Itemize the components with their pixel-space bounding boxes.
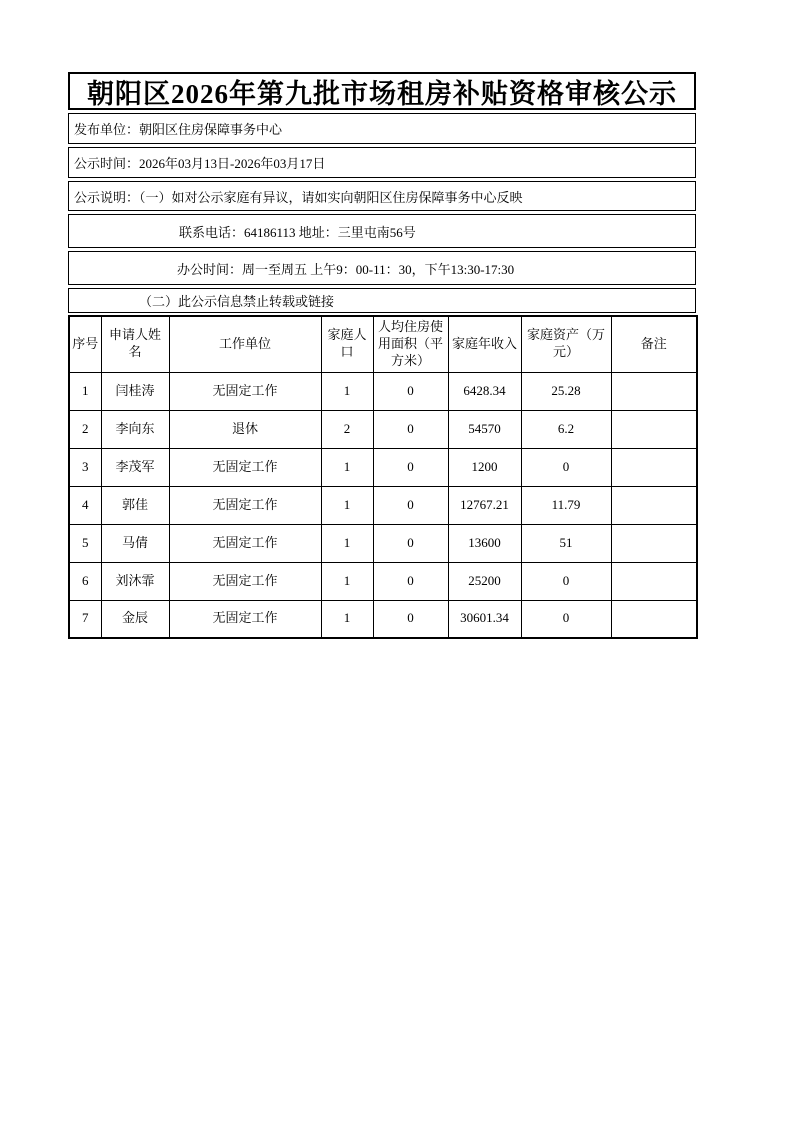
- cell-family-size: 1: [321, 486, 373, 524]
- cell-annual-income: 25200: [448, 562, 521, 600]
- cell-per-capita-area: 0: [373, 486, 448, 524]
- cell-family-size: 2: [321, 410, 373, 448]
- cell-annual-income: 6428.34: [448, 372, 521, 410]
- cell-seq: 1: [69, 372, 101, 410]
- cell-family-size: 1: [321, 372, 373, 410]
- cell-family-assets: 0: [521, 448, 611, 486]
- cell-applicant-name: 刘沐霏: [101, 562, 169, 600]
- cell-applicant-name: 郭佳: [101, 486, 169, 524]
- cell-applicant-name: 李向东: [101, 410, 169, 448]
- cell-seq: 2: [69, 410, 101, 448]
- cell-applicant-name: 金辰: [101, 600, 169, 638]
- cell-annual-income: 30601.34: [448, 600, 521, 638]
- cell-applicant-name: 李茂军: [101, 448, 169, 486]
- cell-remark: [611, 372, 697, 410]
- cell-seq: 3: [69, 448, 101, 486]
- col-header-applicant-name: 申请人姓名: [101, 316, 169, 372]
- publisher-row: 发布单位：朝阳区住房保障事务中心: [68, 113, 696, 144]
- cell-annual-income: 13600: [448, 524, 521, 562]
- col-header-remark: 备注: [611, 316, 697, 372]
- cell-annual-income: 12767.21: [448, 486, 521, 524]
- table-row: [69, 600, 697, 638]
- cell-applicant-name: 马倩: [101, 524, 169, 562]
- table-row: [69, 486, 697, 524]
- cell-employer: 无固定工作: [169, 562, 321, 600]
- announcement-document: [68, 72, 696, 639]
- contact-row: 联系电话：64186113 地址：三里屯南56号: [68, 214, 696, 248]
- cell-family-assets: 11.79: [521, 486, 611, 524]
- col-header-family-assets: 家庭资产（万元）: [521, 316, 611, 372]
- col-header-employer: 工作单位: [169, 316, 321, 372]
- cell-remark: [611, 562, 697, 600]
- cell-remark: [611, 524, 697, 562]
- cell-family-assets: 25.28: [521, 372, 611, 410]
- cell-employer: 无固定工作: [169, 600, 321, 638]
- cell-family-size: 1: [321, 562, 373, 600]
- document-title: 朝阳区2026年第九批市场租房补贴资格审核公示: [68, 72, 696, 110]
- hours-row: 办公时间：周一至周五 上午9：00-11：30，下午13:30-17:30: [68, 251, 696, 285]
- cell-family-assets: 51: [521, 524, 611, 562]
- cell-applicant-name: 闫桂涛: [101, 372, 169, 410]
- cell-family-size: 1: [321, 600, 373, 638]
- cell-remark: [611, 410, 697, 448]
- cell-remark: [611, 448, 697, 486]
- table-header-row: [69, 316, 697, 372]
- cell-per-capita-area: 0: [373, 372, 448, 410]
- cell-per-capita-area: 0: [373, 448, 448, 486]
- cell-per-capita-area: 0: [373, 562, 448, 600]
- cell-per-capita-area: 0: [373, 524, 448, 562]
- col-header-family-size: 家庭人口: [321, 316, 373, 372]
- cell-family-assets: 6.2: [521, 410, 611, 448]
- cell-seq: 6: [69, 562, 101, 600]
- cell-employer: 无固定工作: [169, 372, 321, 410]
- cell-employer: 无固定工作: [169, 524, 321, 562]
- cell-family-assets: 0: [521, 600, 611, 638]
- table-row: [69, 410, 697, 448]
- col-header-per-capita-area: 人均住房使用面积（平方米）: [373, 316, 448, 372]
- cell-family-size: 1: [321, 524, 373, 562]
- table-row: [69, 524, 697, 562]
- cell-family-assets: 0: [521, 562, 611, 600]
- cell-seq: 4: [69, 486, 101, 524]
- table-row: [69, 562, 697, 600]
- note2-row: （二）此公示信息禁止转载或链接: [68, 288, 696, 313]
- col-header-annual-income: 家庭年收入: [448, 316, 521, 372]
- cell-annual-income: 54570: [448, 410, 521, 448]
- cell-employer: 无固定工作: [169, 486, 321, 524]
- col-header-seq: 序号: [69, 316, 101, 372]
- table-row: [69, 448, 697, 486]
- cell-employer: 无固定工作: [169, 448, 321, 486]
- cell-seq: 5: [69, 524, 101, 562]
- cell-remark: [611, 486, 697, 524]
- applicants-table: [68, 315, 698, 639]
- cell-per-capita-area: 0: [373, 410, 448, 448]
- period-row: 公示时间：2026年03月13日-2026年03月17日: [68, 147, 696, 178]
- cell-seq: 7: [69, 600, 101, 638]
- cell-annual-income: 1200: [448, 448, 521, 486]
- cell-family-size: 1: [321, 448, 373, 486]
- cell-per-capita-area: 0: [373, 600, 448, 638]
- note1-row: 公示说明：（一）如对公示家庭有异议，请如实向朝阳区住房保障事务中心反映: [68, 181, 696, 211]
- cell-remark: [611, 600, 697, 638]
- table-row: [69, 372, 697, 410]
- cell-employer: 退休: [169, 410, 321, 448]
